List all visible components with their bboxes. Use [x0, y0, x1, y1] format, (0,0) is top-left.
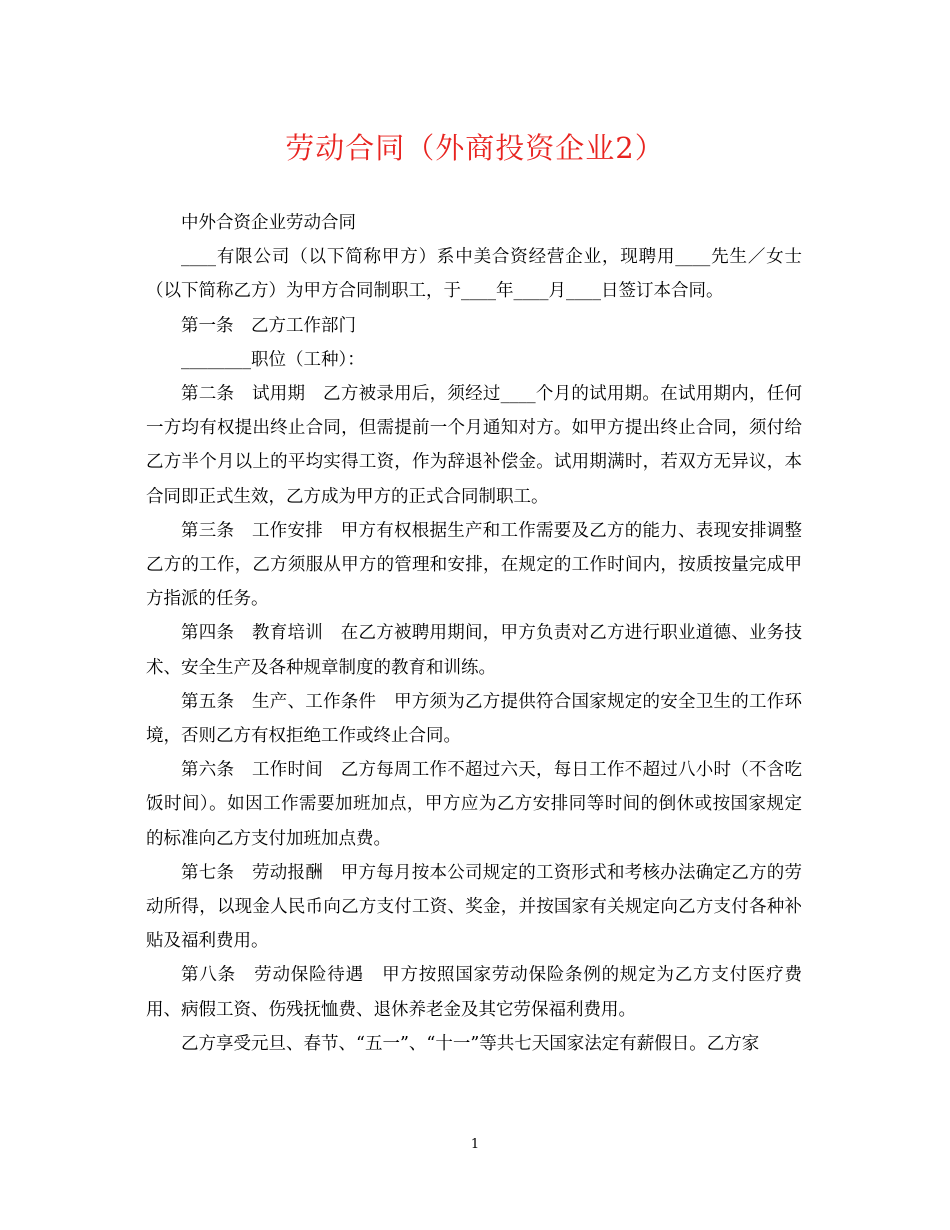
paragraph-article-7: 第七条 劳动报酬 甲方每月按本公司规定的工资形式和考核办法确定乙方的劳动所得，以现金人民币向乙方支付工资、奖金，并按国家有关规定向乙方支付各种补贴及福利费用。 — [146, 862, 802, 952]
paragraph-article-5: 第五条 生产、工作条件 甲方须为乙方提供符合国家规定的安全卫生的工作环境，否则乙方有权拒绝工作或终止合同。 — [146, 691, 802, 747]
document-body — [146, 206, 802, 1061]
paragraph-heading: 中外合资企业劳动合同 — [181, 213, 356, 233]
paragraph-preamble: ____有限公司（以下简称甲方）系中美合资经营企业，现聘用____先生／女士（以下简称乙方）为甲方合同制职工，于____年____月____日签订本合同。 — [146, 247, 802, 302]
paragraph-article-8: 第八条 劳动保险待遇 甲方按照国家劳动保险条例的规定为乙方支付医疗费用、病假工资、伤残抚恤费、退休养老金及其它劳保福利费用。 — [146, 965, 802, 1020]
paragraph-article-4: 第四条 教育培训 在乙方被聘用期间，甲方负责对乙方进行职业道德、业务技术、安全生产及各种规章制度的教育和训练。 — [146, 623, 802, 678]
paragraph-article-3: 第三条 工作安排 甲方有权根据生产和工作需要及乙方的能力、表现安排调整乙方的工作，乙方须服从甲方的管理和安排，在规定的工作时间内，按质按量完成甲方指派的任务。 — [146, 520, 802, 610]
paragraph-holidays: 乙方享受元旦、春节、“五一”、“十一”等共七天国家法定有薪假日。乙方家 — [181, 1033, 760, 1054]
paragraph-article-2: 第二条 试用期 乙方被录用后，须经过____个月的试用期。在试用期内，任何一方均有权提出终止合同，但需提前一个月通知对方。如甲方提出终止合同，须付给乙方半个月以上的平均实得工资，作为辞退补偿金。试用期满时，若双方无异议，本合同即正式生效，乙方成为甲方的正式合同制职工。 — [146, 384, 802, 507]
document-title: 劳动合同（外商投资企业2） — [285, 131, 665, 165]
page-number: 1 — [470, 1137, 480, 1152]
paragraph-article-1: 第一条 乙方工作部门 — [181, 315, 356, 336]
paragraph-article-6: 第六条 工作时间 乙方每周工作不超过六天，每日工作不超过八小时（不含吃饭时间）。如因工作需要加班加点，甲方应为乙方安排同等时间的倒休或按国家规定的标准向乙方支付加班加点费。 — [146, 760, 802, 849]
paragraph-position: ________职位（工种）： — [181, 349, 365, 370]
